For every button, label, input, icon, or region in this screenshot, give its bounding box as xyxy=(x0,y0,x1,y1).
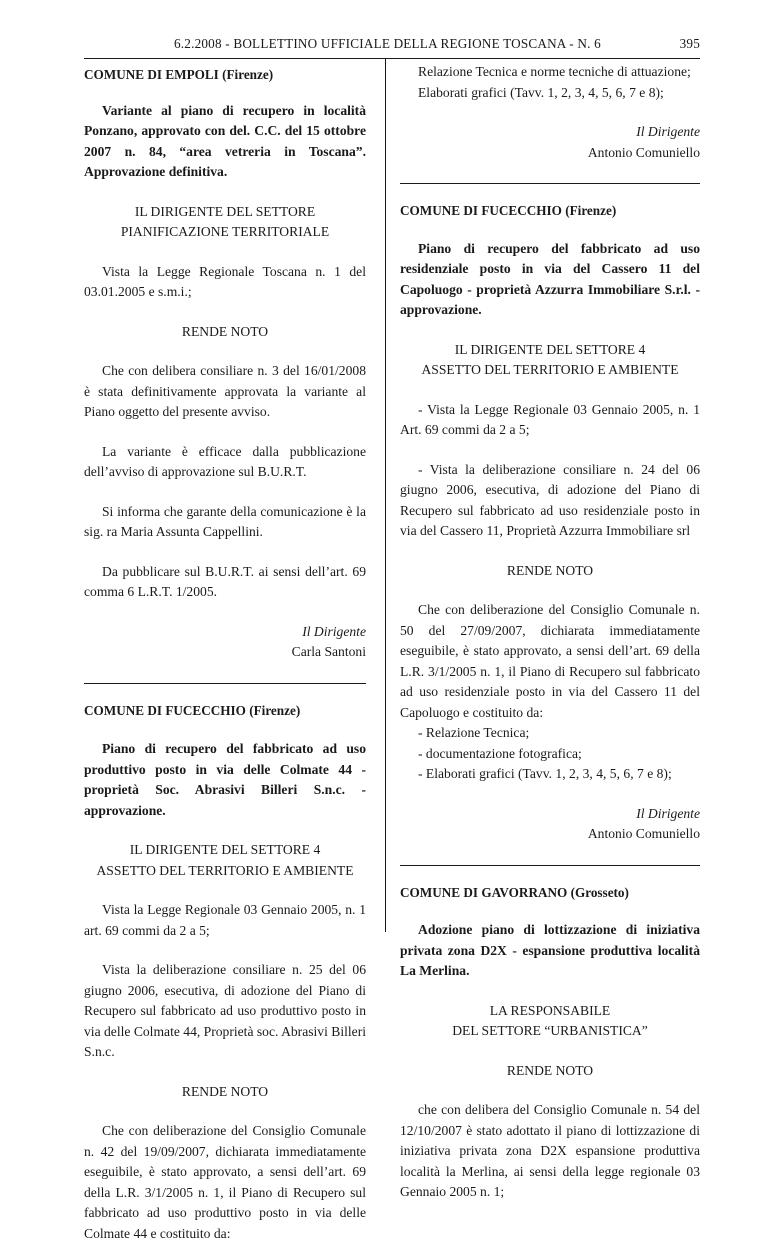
authority-line-2: DEL SETTORE “URBANISTICA” xyxy=(400,1021,700,1042)
paragraph: che con delibera del Consiglio Comunale n. 54 del 12/10/2007 è stato adottato il piano di lottizzazione di iniziativa privata zona D2X espansione produttiva località la Merlina, ai sensi della legge regionale 03 Gennaio 2005 n. 1; xyxy=(400,1100,700,1203)
paragraph: La variante è efficace dalla pubblicazione dell’avviso di approvazione sul B.U.R.T. xyxy=(84,442,366,483)
paragraph: - Vista la Legge Regionale 03 Gennaio 2005, n. 1 Art. 69 commi da 2 a 5; xyxy=(400,400,700,441)
right-column xyxy=(400,62,700,1203)
paragraph: Che con delibera consiliare n. 3 del 16/01/2008 è stata definitivamente approvata la variante al Piano oggetto del presente avviso. xyxy=(84,361,366,423)
signature-role: Il Dirigente xyxy=(84,622,366,643)
notice-subject: Piano di recupero del fabbricato ad uso residenziale posto in via del Cassero 11 del Capoluogo - proprietà Azzurra Immobiliare S.r.l. - approvazione. xyxy=(400,239,700,321)
notice-subject: Piano di recupero del fabbricato ad uso produttivo posto in via delle Colmate 44 - proprietà Soc. Abrasivi Billeri S.n.c. - approvazione. xyxy=(84,739,366,821)
column-divider xyxy=(385,58,386,932)
notice-fucecchio-residenziale xyxy=(400,201,700,845)
signature-role: Il Dirigente xyxy=(400,122,700,143)
rende-noto: RENDE NOTO xyxy=(84,322,366,343)
bulletin-title: 6.2.2008 - BOLLETTINO UFFICIALE DELLA REGIONE TOSCANA - N. 6 xyxy=(174,34,601,55)
rende-noto: RENDE NOTO xyxy=(400,1061,700,1082)
notice-empoli xyxy=(84,65,366,663)
notice-fucecchio-produttivo xyxy=(84,701,366,1244)
notice-heading: COMUNE DI FUCECCHIO (Firenze) xyxy=(84,701,366,722)
authority-line-1: IL DIRIGENTE DEL SETTORE xyxy=(84,202,366,223)
list-item: - documentazione fotografica; xyxy=(400,744,700,765)
notice-gavorrano xyxy=(400,883,700,1203)
authority-line-2: ASSETTO DEL TERRITORIO E AMBIENTE xyxy=(400,360,700,381)
signature-name: Antonio Comuniello xyxy=(400,143,700,164)
paragraph: Vista la Legge Regionale 03 Gennaio 2005, n. 1 art. 69 commi da 2 a 5; xyxy=(84,900,366,941)
notice-separator xyxy=(400,183,700,184)
paragraph: Vista la deliberazione consiliare n. 25 del 06 giugno 2006, esecutiva, di adozione del Piano di Recupero sul fabbricato ad uso produttivo posto in via delle Colmate 44, Proprietà soc. Abrasivi Billeri S.n.c. xyxy=(84,960,366,1063)
page-number: 395 xyxy=(680,34,700,55)
signature-role: Il Dirigente xyxy=(400,804,700,825)
paragraph: Si informa che garante della comunicazione è la sig. ra Maria Assunta Cappellini. xyxy=(84,502,366,543)
paragraph: Che con deliberazione del Consiglio Comunale n. 42 del 19/09/2007, dichiarata immediatamente eseguibile, è stato approvato, a sensi dell’art. 69 della L.R. 3/1/2005 n. 1, il Piano di Recupero sul fabbricato ad uso produttivo posto in via delle Colmate 44 e costituito da: xyxy=(84,1121,366,1244)
authority-line-2: ASSETTO DEL TERRITORIO E AMBIENTE xyxy=(84,861,366,882)
notice-separator xyxy=(84,683,366,684)
authority-line-2: PIANIFICAZIONE TERRITORIALE xyxy=(84,222,366,243)
authority-line-1: LA RESPONSABILE xyxy=(400,1001,700,1022)
continuation-line: Elaborati grafici (Tavv. 1, 2, 3, 4, 5, 6, 7 e 8); xyxy=(400,83,700,104)
paragraph: - Vista la deliberazione consiliare n. 24 del 06 giugno 2006, esecutiva, di adozione del Piano di Recupero sul fabbricato ad uso residenziale posto in via del Cassero 11, Proprietà Azzurra Immobiliare srl xyxy=(400,460,700,542)
left-column xyxy=(84,62,366,1244)
notice-heading: COMUNE DI FUCECCHIO (Firenze) xyxy=(400,201,700,222)
notice-heading: COMUNE DI EMPOLI (Firenze) xyxy=(84,65,366,86)
notice-subject: Adozione piano di lottizzazione di iniziativa privata zona D2X - espansione produttiva località La Merlina. xyxy=(400,920,700,982)
signature-name: Carla Santoni xyxy=(84,642,366,663)
paragraph: Vista la Legge Regionale Toscana n. 1 del 03.01.2005 e s.m.i.; xyxy=(84,262,366,303)
authority-line-1: IL DIRIGENTE DEL SETTORE 4 xyxy=(400,340,700,361)
paragraph: Che con deliberazione del Consiglio Comunale n. 50 del 27/09/2007, dichiarata immediatamente eseguibile, è stato approvato, a sensi dell’art. 69 della L.R. 3/1/2005 n. 1, il Piano di Recupero sul fabbricato ad uso residenziale posto in via del Cassero 11 del Capoluogo e costituito da: xyxy=(400,600,700,723)
notice-subject: Variante al piano di recupero in località Ponzano, approvato con del. C.C. del 15 ottobre 2007 n. 84, “area vetreria in Toscana”. Approvazione definitiva. xyxy=(84,101,366,183)
continuation-line: Relazione Tecnica e norme tecniche di attuazione; xyxy=(400,62,700,83)
list-item: - Elaborati grafici (Tavv. 1, 2, 3, 4, 5, 6, 7 e 8); xyxy=(400,764,700,785)
page-header xyxy=(84,34,700,56)
rende-noto: RENDE NOTO xyxy=(400,561,700,582)
notice-heading: COMUNE DI GAVORRANO (Grosseto) xyxy=(400,883,700,904)
paragraph: Da pubblicare sul B.U.R.T. ai sensi dell’art. 69 comma 6 L.R.T. 1/2005. xyxy=(84,562,366,603)
notice-continuation xyxy=(400,62,700,163)
notice-separator xyxy=(400,865,700,866)
rende-noto: RENDE NOTO xyxy=(84,1082,366,1103)
header-rule xyxy=(84,58,700,59)
signature-name: Antonio Comuniello xyxy=(400,824,700,845)
list-item: - Relazione Tecnica; xyxy=(400,723,700,744)
authority-line-1: IL DIRIGENTE DEL SETTORE 4 xyxy=(84,840,366,861)
